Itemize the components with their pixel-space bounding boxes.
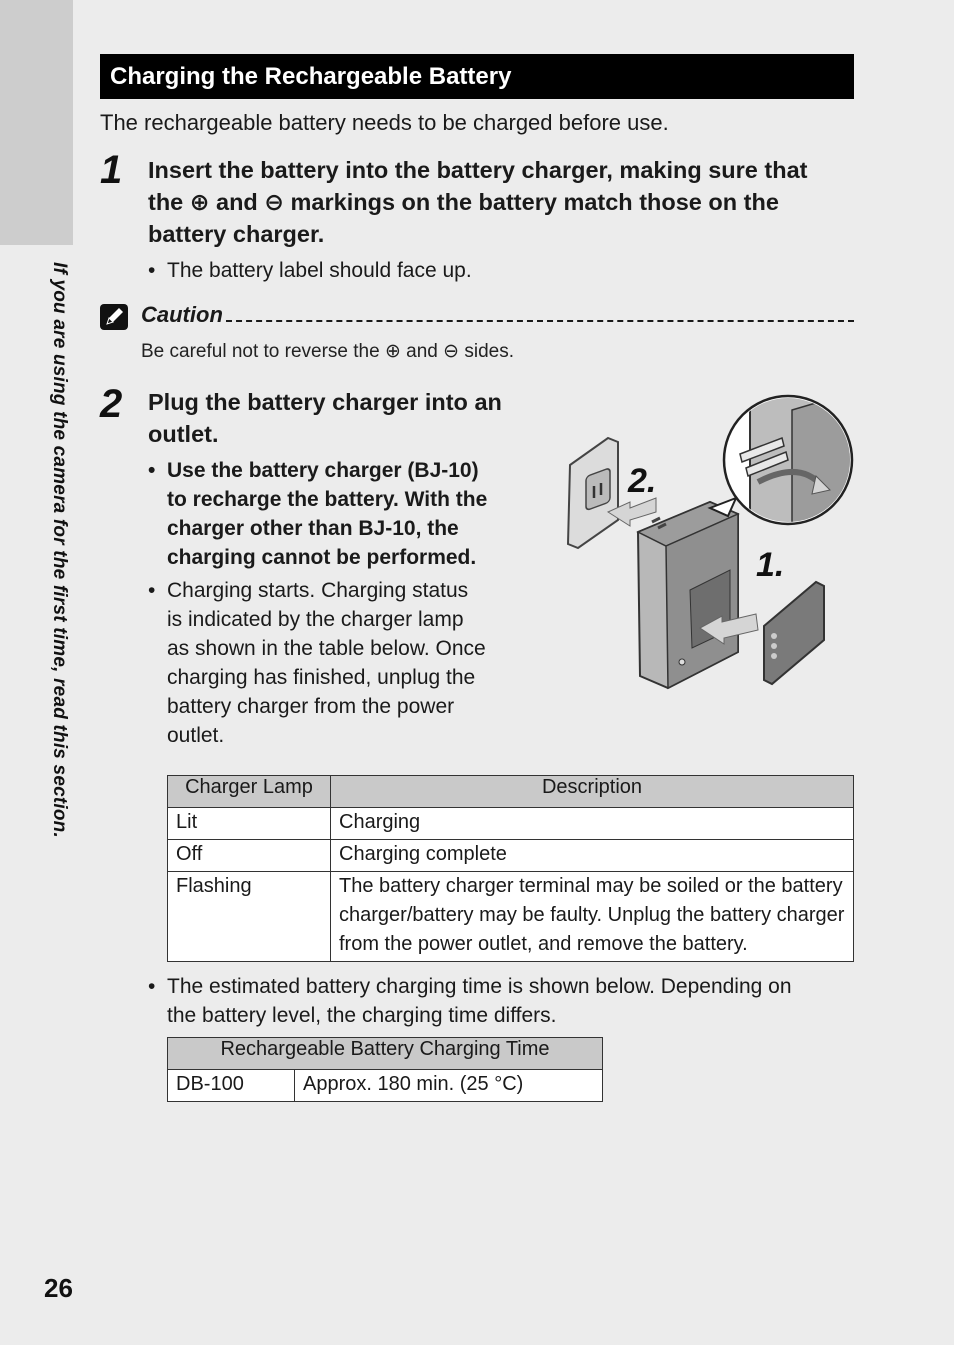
step-2-bullet-2-line: outlet. (167, 724, 225, 747)
step-1-title-line: Insert the battery into the battery charger, making sure that (148, 157, 808, 183)
battery-icon (764, 582, 824, 684)
step-2-bullet-1 (148, 456, 487, 572)
bullet-dot: • (148, 459, 156, 482)
bullet-dot: • (148, 975, 156, 998)
caution-header (100, 300, 854, 332)
step-2-bullet-2-line: charging has finished, unplug the (167, 666, 476, 689)
page-number: 26 (44, 1273, 73, 1303)
step-2-bullet-1-line: Use the battery charger (BJ-10) (167, 459, 479, 482)
table-row (168, 840, 854, 872)
step-2-title (148, 386, 502, 450)
step-1-title (148, 154, 807, 250)
step-1-bullet-text: The battery label should face up. (167, 259, 472, 282)
battery-model-cell: DB-100 (168, 1070, 295, 1102)
charging-time-bullet (148, 972, 792, 1030)
step-2-number: 2 (100, 382, 123, 426)
description-line: from the power outlet, and remove the battery. (339, 933, 748, 955)
table-header-cell: Charger Lamp (168, 776, 331, 808)
table-row (168, 1070, 603, 1102)
section-title: Charging the Rechargeable Battery (100, 54, 854, 99)
table-row (168, 808, 854, 840)
description-line: charger/battery may be faulty. Unplug the battery charger (339, 904, 845, 926)
charger-lamp-table (167, 775, 854, 962)
illustration-label-1: 1. (756, 546, 785, 584)
step-2-title-line: outlet. (148, 421, 219, 447)
table-header-cell: Description (331, 776, 854, 808)
description-cell: Charging complete (331, 840, 854, 872)
charging-time-cell: Approx. 180 min. (25 °C) (295, 1070, 603, 1102)
illustration-label-2: 2. (628, 462, 657, 500)
caution-text: Be careful not to reverse the ⊕ and ⊖ sides. (141, 341, 514, 362)
side-tab (0, 0, 73, 245)
step-2-title-line: Plug the battery charger into an (148, 389, 502, 415)
step-2-bullet-2 (148, 576, 486, 750)
caution-divider (226, 320, 854, 322)
step-1-number: 1 (100, 148, 123, 192)
step-1-title-line: battery charger. (148, 221, 325, 247)
step-1-bullet (148, 256, 472, 285)
charging-time-table (167, 1037, 603, 1102)
bullet-dot: • (148, 579, 156, 602)
table-header-row (168, 1038, 603, 1070)
lamp-cell: Flashing (168, 872, 331, 962)
step-2-bullet-2-line: as shown in the table below. Once (167, 637, 486, 660)
step-2-bullet-2-line: is indicated by the charger lamp (167, 608, 464, 631)
bullet-dot: • (148, 259, 156, 282)
battery-charger-icon (638, 502, 738, 688)
step-2-bullet-2-line: Charging starts. Charging status (167, 579, 469, 602)
description-line: The battery charger terminal may be soiled or the battery (339, 875, 843, 897)
table-header-row (168, 776, 854, 808)
caution-label: Caution (141, 302, 223, 327)
step-2-bullet-2-line: battery charger from the power (167, 695, 455, 718)
description-cell (331, 872, 854, 962)
charging-time-bullet-line: the battery level, the charging time differs. (167, 1004, 557, 1027)
table-row (168, 872, 854, 962)
step-1-title-line: the ⊕ and ⊖ markings on the battery match those on the (148, 189, 779, 215)
step-2-bullet-1-line: charger other than BJ-10, the (167, 517, 459, 540)
lamp-cell: Off (168, 840, 331, 872)
description-cell: Charging (331, 808, 854, 840)
step-2-bullet-1-line: to recharge the battery. With the (167, 488, 488, 511)
intro-text: The rechargeable battery needs to be charged before use. (100, 110, 669, 135)
table-header-cell: Rechargeable Battery Charging Time (168, 1038, 603, 1070)
caution-pencil-icon (100, 304, 128, 330)
wall-outlet-icon (568, 438, 618, 548)
charger-illustration (560, 390, 860, 705)
step-2-bullet-1-line: charging cannot be performed. (167, 546, 477, 569)
charging-time-bullet-line: The estimated battery charging time is shown below. Depending on (167, 975, 792, 998)
side-section-label: If you are using the camera for the first time, read this section. (49, 262, 70, 838)
lamp-cell: Lit (168, 808, 331, 840)
